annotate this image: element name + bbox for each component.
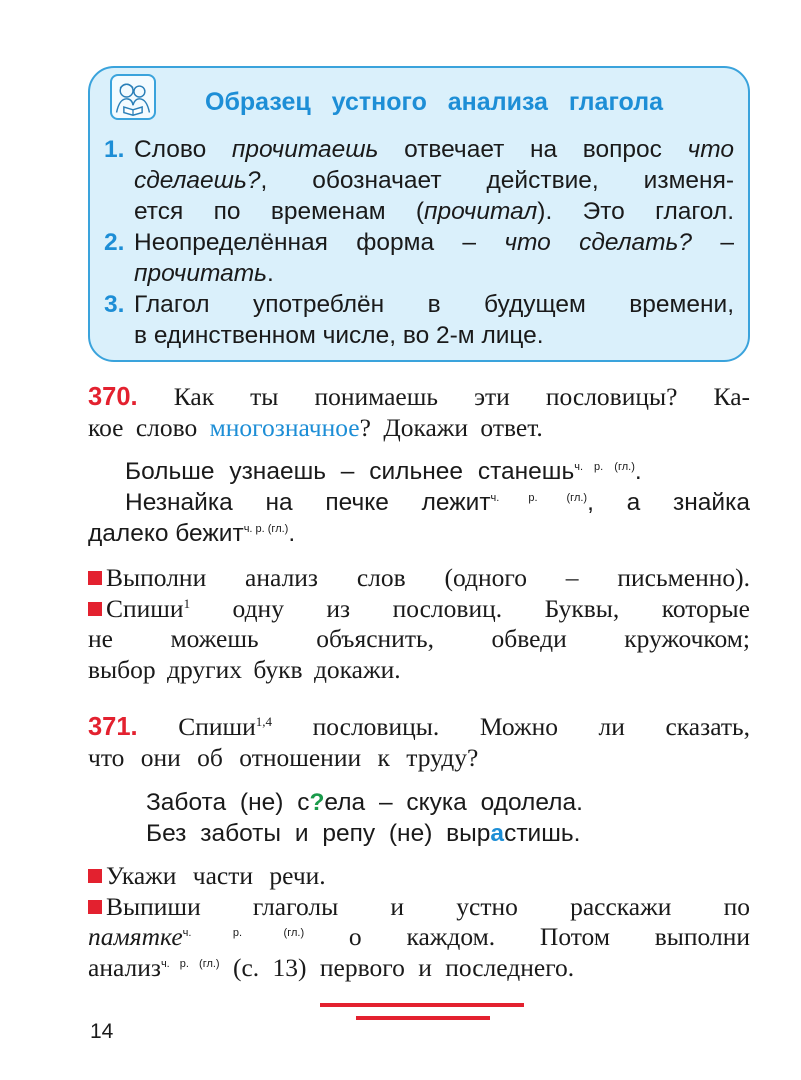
item-line: сделаешь?, обозначает действие, изменя-: [134, 167, 734, 194]
proverb-370-1: Больше узнаешь – сильнее станешь$^{ч. р. (гл.)}$.: [125, 458, 642, 485]
item-number: 1.: [104, 136, 125, 163]
item-number: 2.: [104, 229, 125, 256]
sample-title: Образец устного анализа глагола: [205, 88, 663, 116]
item-line: Глагол употреблён в будущем времени,: [134, 291, 734, 318]
sample-item-2: [104, 227, 734, 289]
item-line: прочитать.: [134, 260, 274, 287]
item-line: в единственном числе, во 2-м лице.: [134, 322, 544, 349]
proverb-370-2: Незнайка на печке лежит$^{ч. р. (гл.)}$, а знайка далеко бежит$^{ч. р. (гл.)}$.: [88, 489, 750, 547]
highlighted-letter: а: [490, 820, 505, 847]
question-mark-highlight: ?: [309, 789, 325, 816]
highlighted-word: многозначное: [209, 412, 360, 442]
item-number: 3.: [104, 291, 125, 318]
item-line: Неопределённая форма – что сделать? –: [134, 229, 734, 256]
item-line: ется по временам (прочитал). Это глагол.: [134, 198, 735, 225]
sample-analysis-box: [88, 66, 750, 362]
children-reading-icon: [110, 74, 156, 120]
bullet-marker: [88, 571, 102, 585]
bullet-marker: [88, 869, 102, 883]
decorative-rule-top: [320, 1003, 524, 1007]
page-number: 14: [90, 1020, 114, 1043]
bullet-marker: [88, 900, 102, 914]
sample-item-3: [104, 289, 734, 351]
task-371-text: 371. Спиши$^{1,4}$ пословицы. Можно ли сказать, что они об отношении к труду?: [88, 712, 750, 772]
task-number: 370.: [88, 383, 138, 411]
task-370-instructions: Выполни анализ слов (одного – письменно). Спиши$^1$ одну из пословиц. Буквы, которые не можешь объяснить, обведи кружочком; выбор других букв докажи.: [88, 563, 750, 684]
task-number: 371.: [88, 713, 138, 741]
bullet-marker: [88, 602, 102, 616]
sample-item-1: [104, 134, 734, 227]
proverb-371-2: Без заботы и репу (не) вырастишь.: [146, 820, 581, 847]
proverb-371-1: Забота (не) с?ела – скука одолела.: [146, 789, 583, 816]
task-371-instructions: Укажи части речи. Выпиши глаголы и устно расскажи по памятке$^{ч. р. (гл.)}$ о каждом. Потом выполни анализ$^{ч. р. (гл.)}$ (с. 13) первого и последнего.: [88, 861, 750, 982]
decorative-rule-bottom: [356, 1016, 490, 1020]
item-line: Слово прочитаешь отвечает на вопрос что: [134, 136, 734, 163]
task-370-text: 370. Как ты понимаешь эти пословицы? Ка- кое слово многозначное? Докажи ответ.: [88, 382, 750, 442]
